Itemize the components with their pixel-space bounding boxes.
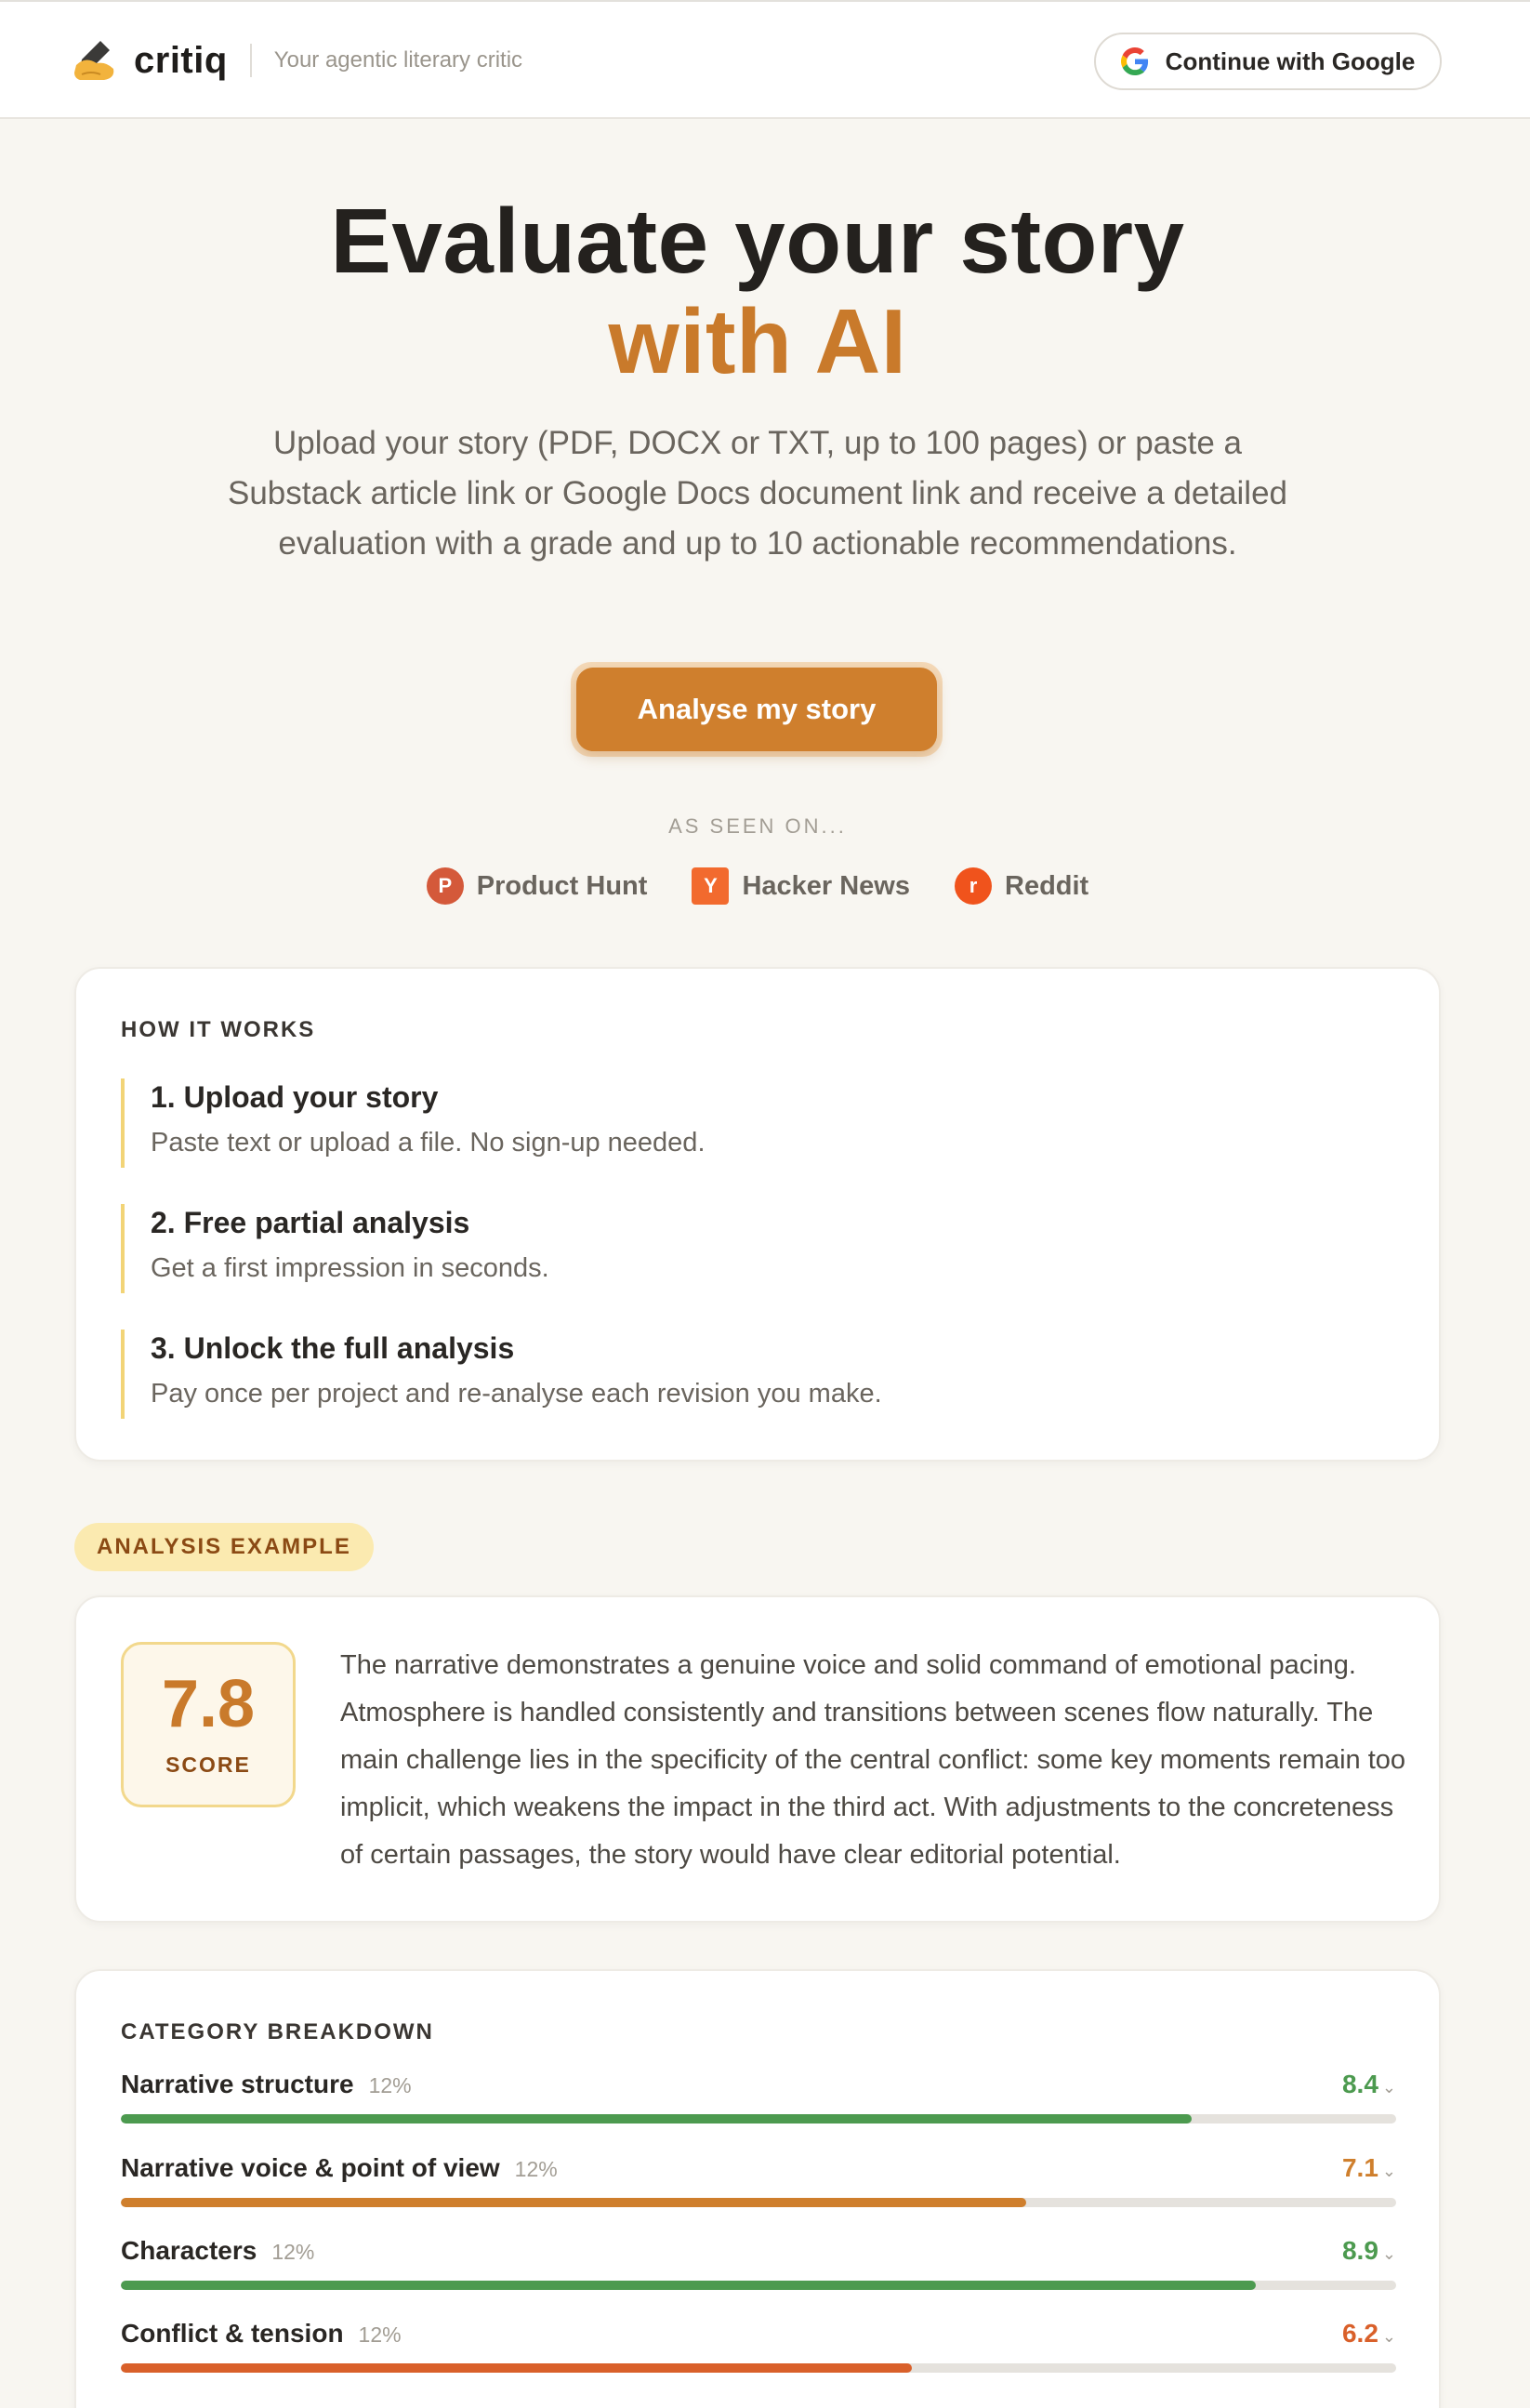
analysis-example-badge: ANALYSIS EXAMPLE <box>74 1523 374 1571</box>
seen-on-label: Product Hunt <box>476 870 648 901</box>
as-seen-on-list <box>0 865 1515 907</box>
brand-name: critiq <box>134 39 228 81</box>
google-button-label: Continue with Google <box>1165 46 1416 75</box>
category-score-bar <box>121 2198 1396 2207</box>
category-score <box>1342 2153 1396 2183</box>
brand[interactable] <box>73 37 522 84</box>
category-row[interactable] <box>121 2236 1396 2301</box>
category-score-fill <box>121 2198 1026 2207</box>
as-seen-on-label: AS SEEN ON... <box>668 814 847 838</box>
category-score-value: 7.1 <box>1341 2153 1378 2182</box>
step-title: 2. Free partial analysis <box>151 1206 470 1239</box>
continue-with-google-button[interactable] <box>1094 33 1442 90</box>
category-score <box>1342 2319 1396 2348</box>
analyse-story-button-label: Analyse my story <box>576 668 937 751</box>
category-score-fill <box>121 2114 1192 2124</box>
seen-on-product-hunt[interactable] <box>427 867 648 905</box>
category-score-fill <box>121 2281 1256 2290</box>
step-description: Paste text or upload a file. No sign-up needed. <box>151 1128 706 1158</box>
score-value: 7.8 <box>161 1667 256 1741</box>
seen-on-hacker-news[interactable] <box>692 867 910 905</box>
category-name: Conflict & tension <box>121 2319 344 2348</box>
hero-title <box>0 191 1515 391</box>
category-weight: 12% <box>514 2157 558 2181</box>
score-box <box>121 1642 296 1807</box>
chevron-down-icon: ⌄ <box>1381 2327 1396 2346</box>
category-score-bar <box>121 2363 1396 2373</box>
step-full-analysis <box>121 1330 1329 1419</box>
category-score-value: 6.2 <box>1341 2319 1378 2348</box>
seen-on-label: Hacker News <box>742 870 910 901</box>
category-weight: 12% <box>368 2073 412 2097</box>
step-upload <box>121 1078 1329 1168</box>
top-nav-bar <box>0 0 1530 119</box>
category-breakdown-card <box>74 1969 1441 2408</box>
category-score-value: 8.4 <box>1341 2070 1378 2098</box>
category-row[interactable] <box>121 2153 1396 2218</box>
chevron-down-icon: ⌄ <box>1381 2244 1396 2263</box>
category-row[interactable] <box>121 2070 1396 2135</box>
chevron-down-icon: ⌄ <box>1381 2078 1396 2097</box>
reddit-icon: r <box>955 867 992 905</box>
seen-on-label: Reddit <box>1005 870 1089 901</box>
hacker-news-icon: Y <box>692 867 729 905</box>
category-score-fill <box>121 2363 912 2373</box>
step-title: 3. Unlock the full analysis <box>151 1331 515 1365</box>
example-summary: The narrative demonstrates a genuine voice and solid command of emotional pacing. Atmosphere is handled consistently and transitions between scenes flow naturally. The main challenge lies in the specificity of the central conflict: some key moments remain too implicit, which weakens the impact in the third act. With adjustments to the concreteness of certain passages, the story would have clear editorial potential. <box>340 1650 1406 1870</box>
brand-tagline: Your agentic literary critic <box>273 47 523 73</box>
category-breakdown-label: CATEGORY BREAKDOWN <box>121 2019 434 2044</box>
analysis-example-card <box>74 1595 1441 1923</box>
writing-hand-icon <box>73 37 119 84</box>
step-title: 1. Upload your story <box>151 1080 439 1114</box>
analyse-story-button[interactable] <box>571 662 943 757</box>
category-score-bar <box>121 2114 1396 2124</box>
step-description: Get a first impression in seconds. <box>151 1253 549 1283</box>
category-score <box>1342 2236 1396 2266</box>
category-weight: 12% <box>271 2240 315 2264</box>
category-score-bar <box>121 2281 1396 2290</box>
category-row[interactable] <box>121 2319 1396 2384</box>
chevron-down-icon: ⌄ <box>1381 2162 1396 2180</box>
hero-title-accent: with AI <box>608 290 907 392</box>
hero-description: Upload your story (PDF, DOCX or TXT, up to 100 pages) or paste a Substack article link or Google Docs document link and receive a detailed evaluation with a grade and up to 10 actionable recommendations. <box>227 425 1288 562</box>
step-description: Pay once per project and re-analyse each revision you make. <box>151 1379 882 1409</box>
seen-on-reddit[interactable] <box>955 867 1088 905</box>
how-it-works-card <box>74 967 1441 1462</box>
google-icon <box>1121 47 1149 75</box>
score-label: SCORE <box>165 1753 251 1777</box>
brand-divider <box>250 44 252 77</box>
category-weight: 12% <box>358 2322 402 2347</box>
category-name: Characters <box>121 2236 257 2265</box>
how-it-works-label: HOW IT WORKS <box>121 1017 316 1042</box>
category-name: Narrative voice & point of view <box>121 2153 500 2182</box>
category-score <box>1342 2070 1396 2099</box>
category-score-value: 8.9 <box>1341 2236 1378 2265</box>
step-partial-analysis <box>121 1204 1329 1293</box>
product-hunt-icon: P <box>427 867 464 905</box>
category-name: Narrative structure <box>121 2070 354 2098</box>
hero-title-line1: Evaluate your story <box>330 190 1185 292</box>
